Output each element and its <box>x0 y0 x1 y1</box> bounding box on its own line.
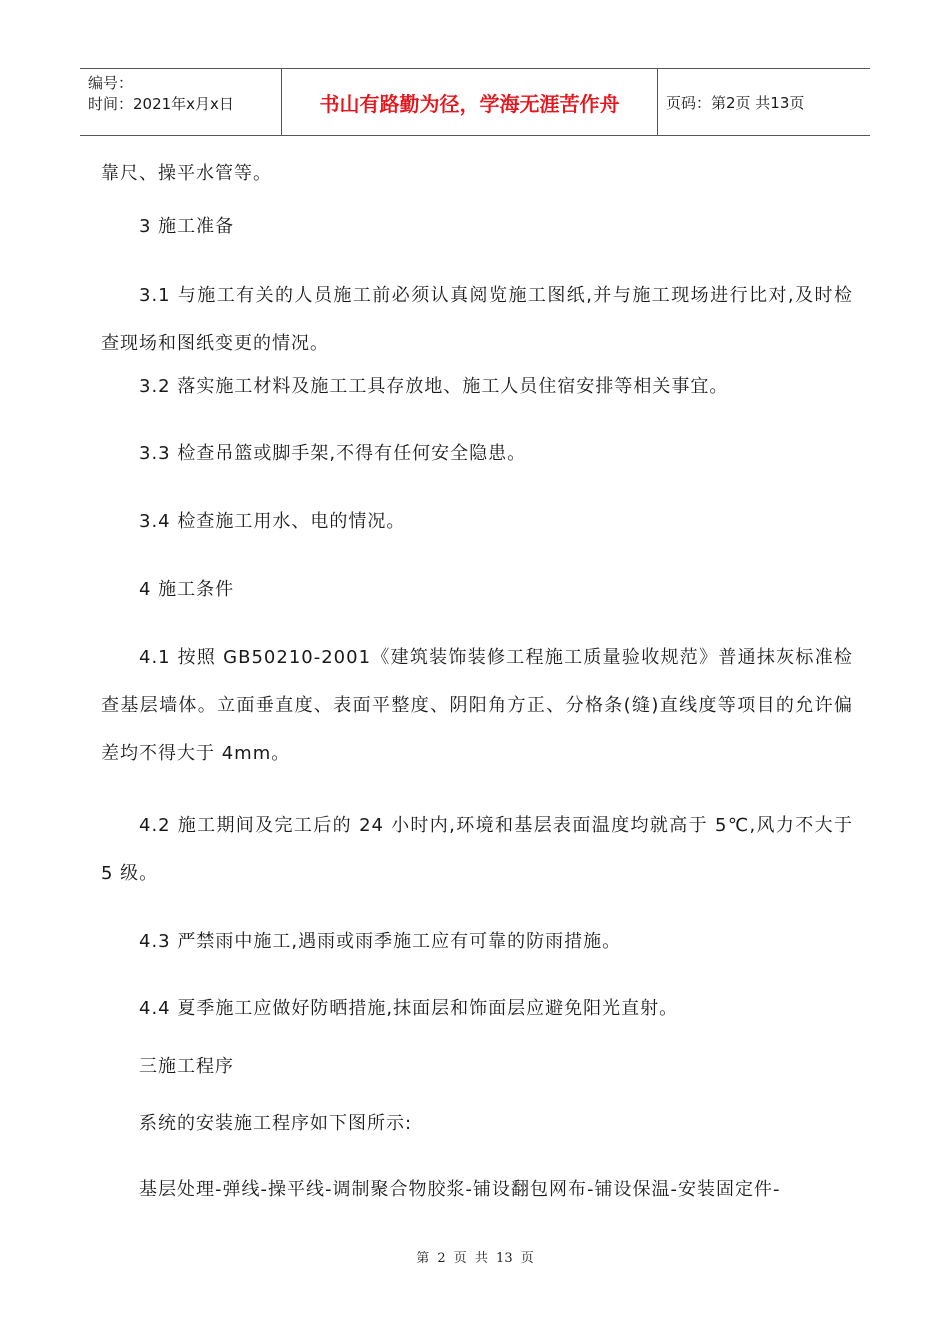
paragraph: 系统的安装施工程序如下图所示: <box>139 1113 413 1134</box>
header-meta <box>80 69 281 135</box>
paragraph: 4.1 按照 GB50210-2001《建筑装饰装修工程施工质量验收规范》普通抹灰标准检查基层墙体。立面垂直度、表面平整度、阴阳角方正、分格条(缝)直线度等项目的允许偏差均不得大于 4mm。 <box>101 647 853 764</box>
paragraph: 4.2 施工期间及完工后的 24 小时内,环境和基层表面温度均就高于 5℃,风力不大于 5 级。 <box>101 815 853 884</box>
section-heading: 3 施工准备 <box>139 216 235 237</box>
paragraph: 4.4 夏季施工应做好防晒措施,抹面层和饰面层应避免阳光直射。 <box>139 998 679 1019</box>
paragraph: 4.3 严禁雨中施工,遇雨或雨季施工应有可靠的防雨措施。 <box>139 931 622 952</box>
paragraph: 靠尺、操平水管等。 <box>101 163 272 184</box>
header-motto: 书山有路勤为径，学海无涯苦作舟 <box>281 69 658 135</box>
paragraph: 3.2 落实施工材料及施工工具存放地、施工人员住宿安排等相关事宜。 <box>139 376 729 397</box>
section-heading: 三施工程序 <box>139 1056 234 1077</box>
header-page-info: 页码：第2页 共13页 <box>666 93 805 112</box>
paragraph: 基层处理-弹线-操平线-调制聚合物胶浆-铺设翻包网布-铺设保温-安装固定件- <box>139 1179 781 1200</box>
paragraph: 3.1 与施工有关的人员施工前必须认真阅览施工图纸,并与施工现场进行比对,及时检查现场和图纸变更的情况。 <box>101 285 853 354</box>
number-label: 编号： <box>88 74 134 92</box>
section-heading: 4 施工条件 <box>139 579 235 600</box>
page-footer: 第 2 页 共 13 页 <box>416 1251 534 1266</box>
page-header <box>80 68 870 136</box>
date-label: 时间：2021年x月x日 <box>88 95 234 113</box>
paragraph: 3.3 检查吊篮或脚手架,不得有任何安全隐患。 <box>139 443 527 464</box>
paragraph: 3.4 检查施工用水、电的情况。 <box>139 511 406 532</box>
